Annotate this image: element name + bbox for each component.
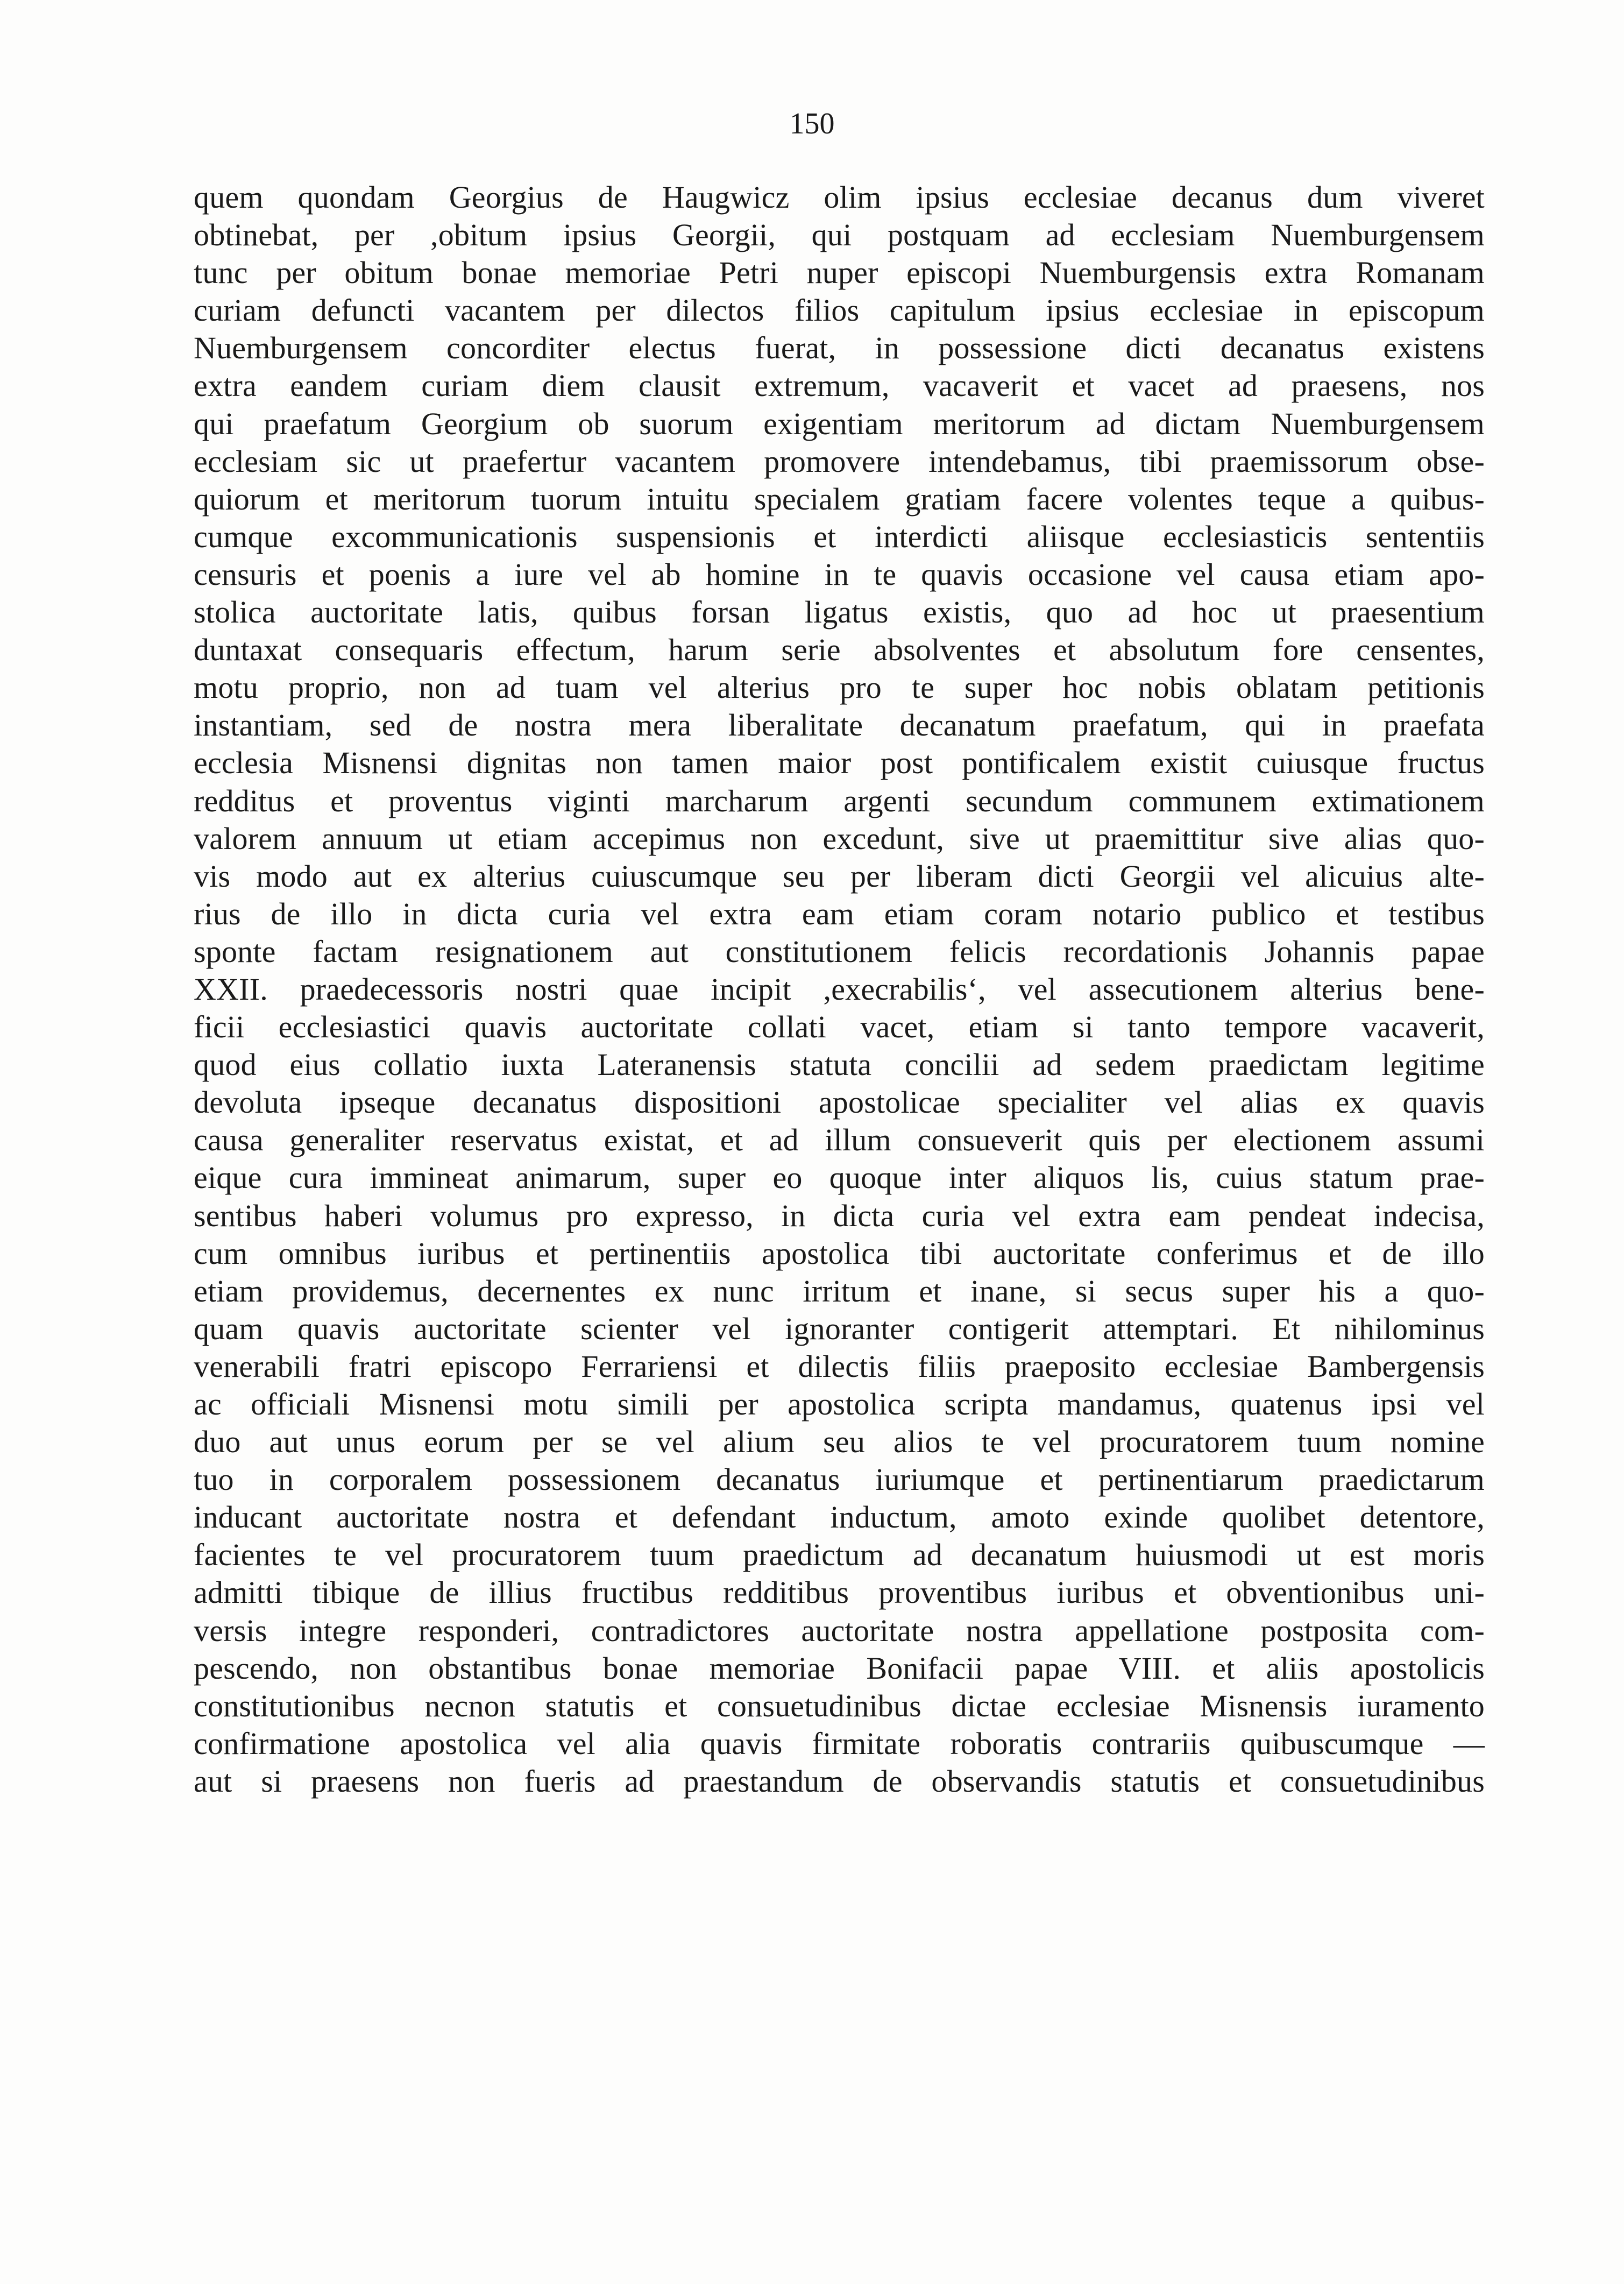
text-line: curiam defuncti vacantem per dilectos filios capitulum ipsius ecclesiae in episcopum — [194, 293, 1485, 328]
text-line: cumque excommunicationis suspensionis et interdicti aliisque ecclesiasticis sententiis — [194, 519, 1485, 554]
text-line: redditus et proventus viginti marcharum argenti secundum communem extimationem — [194, 783, 1485, 818]
text-line: venerabili fratri episcopo Ferrariensi et dilectis filiis praeposito ecclesiae Bambergensis — [194, 1348, 1485, 1384]
text-line: quod eius collatio iuxta Lateranensis statuta concilii ad sedem praedictam legitime — [194, 1047, 1485, 1083]
text-line: ecclesia Misnensi dignitas non tamen maior post pontificalem existit cuiusque fructus — [194, 745, 1485, 781]
text-line: sponte factam resignationem aut constitutionem felicis recordationis Johannis papae — [194, 934, 1485, 969]
text-line: valorem annuum ut etiam accepimus non excedunt, sive ut praemittitur sive alias quo- — [194, 821, 1485, 856]
text-line: constitutionibus necnon statutis et consuetudinibus dictae ecclesiae Misnensis iuramento — [194, 1688, 1485, 1723]
text-line: tunc per obitum bonae memoriae Petri nuper episcopi Nuemburgensis extra Romanam — [194, 255, 1485, 291]
text-line: Nuemburgensem concorditer electus fuerat, in possessione dicti decanatus existens — [194, 330, 1485, 366]
text-line: censuris et poenis a iure vel ab homine in te quavis occasione vel causa etiam apo- — [194, 556, 1485, 592]
text-line: admitti tibique de illius fructibus redditibus proventibus iuribus et obventionibus uni- — [194, 1575, 1485, 1610]
text-line: quam quavis auctoritate scienter vel ignoranter contigerit attemptari. Et nihilominus — [194, 1311, 1485, 1346]
text-line: instantiam, sed de nostra mera liberalitate decanatum praefatum, qui in praefata — [194, 708, 1485, 743]
text-line: versis integre responderi, contradictores auctoritate nostra appellatione postposita com- — [194, 1613, 1485, 1648]
text-line: pescendo, non obstantibus bonae memoriae Bonifacii papae VIII. et aliis apostolicis — [194, 1650, 1485, 1686]
text-line: motu proprio, non ad tuam vel alterius pro te super hoc nobis oblatam petitionis — [194, 670, 1485, 705]
text-line: quiorum et meritorum tuorum intuitu specialem gratiam facere volentes teque a quibus- — [194, 481, 1485, 517]
text-line: quem quondam Georgius de Haugwicz olim ipsius ecclesiae decanus dum viveret — [194, 180, 1485, 215]
text-line: ac officiali Misnensi motu simili per apostolica scripta mandamus, quatenus ipsi vel — [194, 1387, 1485, 1422]
text-line: causa generaliter reservatus existat, et ad illum consueverit quis per electionem assumi — [194, 1122, 1485, 1158]
text-line: aut si praesens non fueris ad praestandum de observandis statutis et consuetudinibus — [194, 1763, 1485, 1799]
text-line: cum omnibus iuribus et pertinentiis apostolica tibi auctoritate conferimus et de illo — [194, 1235, 1485, 1271]
text-line: qui praefatum Georgium ob suorum exigentiam meritorum ad dictam Nuemburgensem — [194, 406, 1485, 441]
text-line: ficii ecclesiastici quavis auctoritate collati vacet, etiam si tanto tempore vacaverit, — [194, 1009, 1485, 1045]
text-line: extra eandem curiam diem clausit extremum, vacaverit et vacet ad praesens, nos — [194, 368, 1485, 404]
text-line: duntaxat consequaris effectum, harum serie absolventes et absolutum fore censentes, — [194, 632, 1485, 668]
text-line: confirmatione apostolica vel alia quavis firmitate roboratis contrariis quibuscumque — — [194, 1726, 1485, 1761]
text-line: inducant auctoritate nostra et defendant inductum, amoto exinde quolibet detentore, — [194, 1500, 1485, 1535]
text-line: duo aut unus eorum per se vel alium seu alios te vel procuratorem tuum nomine — [194, 1424, 1485, 1460]
text-line: tuo in corporalem possessionem decanatus iuriumque et pertinentiarum praedictarum — [194, 1462, 1485, 1497]
text-line: sentibus haberi volumus pro expresso, in dicta curia vel extra eam pendeat indecisa, — [194, 1198, 1485, 1233]
text-line: stolica auctoritate latis, quibus forsan ligatus existis, quo ad hoc ut praesentium — [194, 595, 1485, 630]
body-text — [194, 179, 1485, 1800]
text-line: facientes te vel procuratorem tuum praedictum ad decanatum huiusmodi ut est moris — [194, 1537, 1485, 1573]
text-line: eique cura immineat animarum, super eo quoque inter aliquos lis, cuius statum prae- — [194, 1160, 1485, 1196]
text-line: vis modo aut ex alterius cuiuscumque seu per liberam dicti Georgii vel alicuius alte- — [194, 858, 1485, 894]
page-number: 150 — [789, 107, 835, 140]
text-line: devoluta ipseque decanatus dispositioni apostolicae specialiter vel alias ex quavis — [194, 1085, 1485, 1120]
text-line: ecclesiam sic ut praefertur vacantem promovere intendebamus, tibi praemissorum obse- — [194, 443, 1485, 479]
text-line: obtinebat, per ,obitum ipsius Georgii, qui postquam ad ecclesiam Nuemburgensem — [194, 217, 1485, 253]
text-line: rius de illo in dicta curia vel extra eam etiam coram notario publico et testibus — [194, 896, 1485, 931]
text-line: XXII. praedecessoris nostri quae incipit ,execrabilis‘, vel assecutionem alterius bene- — [194, 971, 1485, 1007]
text-line: etiam providemus, decernentes ex nunc irritum et inane, si secus super his a quo- — [194, 1273, 1485, 1309]
